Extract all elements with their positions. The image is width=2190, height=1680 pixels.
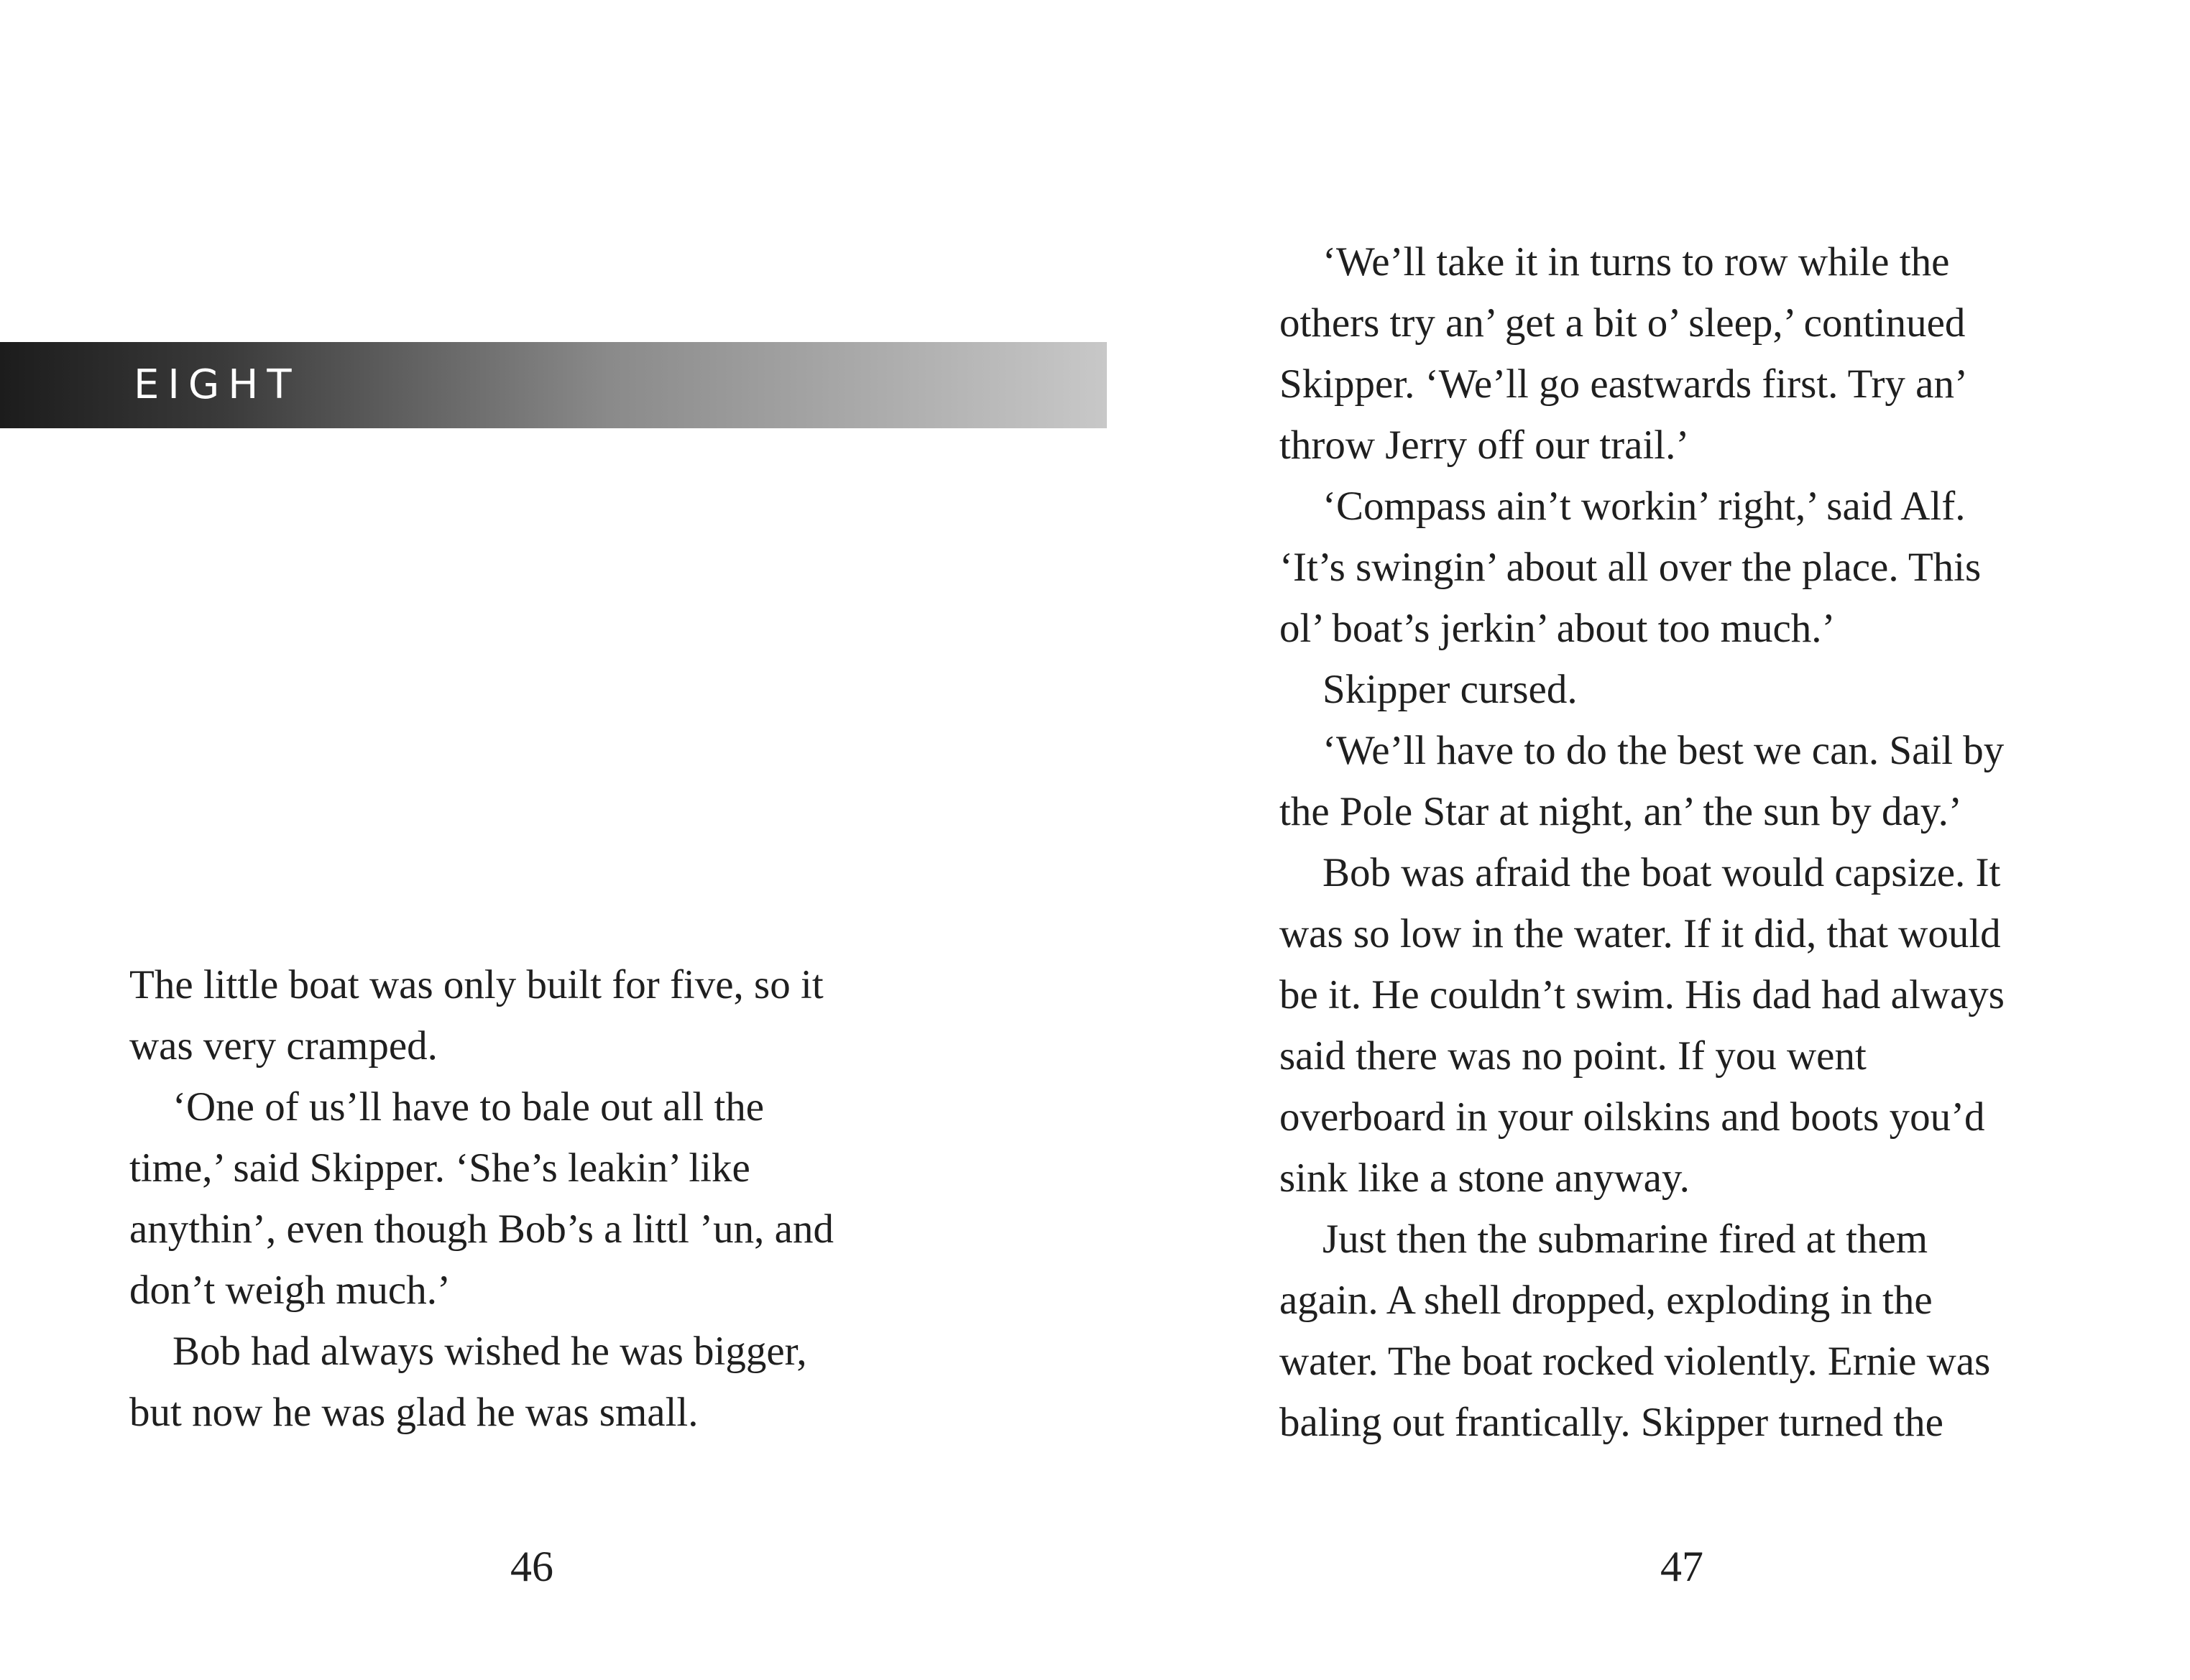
paragraph	[1279, 720, 2127, 842]
text-line: ‘One of us’ll have to bale out all the	[172, 1084, 765, 1130]
text-line: be it. He couldn’t swim. His dad had always	[1279, 972, 2005, 1017]
text-line: baling out frantically. Skipper turned the	[1279, 1400, 1943, 1445]
text-line: was so low in the water. If it did, that would	[1279, 911, 2001, 956]
text-line: said there was no point. If you went	[1279, 1033, 1867, 1079]
left-page-text	[129, 954, 963, 1443]
text-line: was very cramped.	[129, 1023, 438, 1069]
text-line: sink like a stone anyway.	[1279, 1155, 1690, 1201]
paragraph	[1279, 476, 2127, 659]
right-page	[1095, 0, 2190, 1680]
paragraph	[129, 1076, 963, 1321]
text-line: overboard in your oilskins and boots you’d	[1279, 1094, 1985, 1140]
text-line: again. A shell dropped, exploding in the	[1279, 1278, 1933, 1323]
text-line: the Pole Star at night, an’ the sun by day.’	[1279, 789, 1962, 834]
text-line: others try an’ get a bit o’ sleep,’ continued	[1279, 300, 1966, 346]
text-line: Bob had always wished he was bigger,	[172, 1329, 807, 1374]
paragraph	[129, 1321, 963, 1443]
chapter-banner	[0, 342, 1107, 428]
text-line: but now he was glad he was small.	[129, 1390, 699, 1435]
page-number: 46	[510, 1543, 553, 1590]
text-line: Bob was afraid the boat would capsize. It	[1322, 850, 2001, 895]
paragraph	[129, 954, 963, 1076]
text-line: Skipper. ‘We’ll go eastwards first. Try an’	[1279, 361, 1968, 407]
paragraph	[1279, 659, 2127, 720]
text-line: The little boat was only built for five, so it	[129, 962, 824, 1007]
right-page-text	[1279, 231, 2127, 1453]
text-line: ‘We’ll take it in turns to row while the	[1322, 239, 1950, 285]
chapter-title: EIGHT	[134, 361, 300, 408]
text-line: ‘Compass ain’t workin’ right,’ said Alf.	[1322, 484, 1966, 529]
text-line: anythin’, even though Bob’s a littl ’un, and	[129, 1206, 834, 1252]
text-line: ‘We’ll have to do the best we can. Sail by	[1322, 728, 2005, 773]
paragraph	[1279, 842, 2127, 1209]
text-line: Skipper cursed.	[1322, 667, 1578, 712]
text-line: ol’ boat’s jerkin’ about too much.’	[1279, 606, 1836, 651]
paragraph	[1279, 231, 2127, 476]
paragraph	[1279, 1209, 2127, 1453]
text-line: water. The boat rocked violently. Ernie was	[1279, 1339, 1991, 1384]
text-line: time,’ said Skipper. ‘She’s leakin’ like	[129, 1145, 750, 1191]
text-line: throw Jerry off our trail.’	[1279, 423, 1690, 468]
text-line: Just then the submarine fired at them	[1322, 1217, 1928, 1262]
text-line: don’t weigh much.’	[129, 1268, 451, 1313]
page-number: 47	[1660, 1543, 1703, 1590]
text-line: ‘It’s swingin’ about all over the place. This	[1279, 545, 1982, 590]
